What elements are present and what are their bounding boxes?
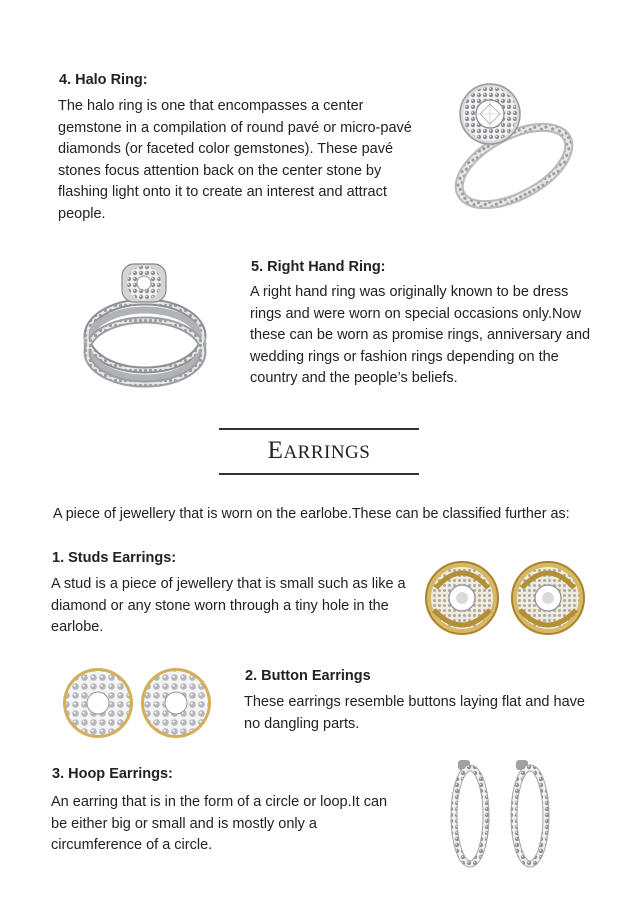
studs-earrings-image (422, 558, 588, 638)
section-title (219, 437, 419, 465)
button-earrings-description (244, 692, 604, 735)
title-rule-top (219, 428, 419, 430)
text-line: A right hand ring was originally known to be dress (250, 284, 569, 300)
text-line: gemstone in a compilation of round pavé or micro-pavé (58, 119, 412, 136)
button-earrings-image (62, 664, 214, 742)
text-line: diamonds (or faceted color gemstones). These pavé (58, 141, 394, 158)
text-line: The halo ring is one that encompasses a center (58, 98, 364, 114)
text-line: rings and were worn on special occasions only.Now (250, 305, 581, 322)
text-line: circumference of a circle. (51, 837, 213, 854)
text-line: These earrings resemble buttons laying flat and have (244, 694, 585, 710)
text-line: earlobe. (51, 619, 104, 636)
hoop-earrings-heading: 3. Hoop Earrings: (52, 766, 173, 782)
section-title-initial: E (267, 437, 284, 464)
text-line: stones focus attention back on the center stone by (58, 162, 382, 179)
halo-ring-description (58, 96, 418, 226)
button-earrings-heading: 2. Button Earrings (245, 668, 371, 684)
text-line: country and the people’s beliefs. (250, 370, 458, 387)
text-line: flashing light onto it to create an interest and attract (58, 184, 387, 201)
right-hand-ring-image (78, 258, 213, 388)
text-line: people. (58, 205, 106, 222)
right-hand-ring-description (250, 282, 600, 390)
text-line: diamond or any stone worn through a tiny hole in the (51, 597, 389, 614)
text-line: no dangling parts. (244, 715, 360, 732)
section-intro: A piece of jewellery that is worn on the earlobe.These can be classified further as: (53, 506, 570, 522)
text-line: A stud is a piece of jewellery that is small such as like a (51, 576, 406, 592)
studs-earrings-heading: 1. Studs Earrings: (52, 550, 177, 566)
section-title-rest: ARRINGS (283, 442, 371, 463)
text-line: An earring that is in the form of a circle or loop.It can (51, 794, 388, 810)
text-line: these can be worn as promise rings, anniversary and (250, 327, 591, 344)
right-hand-ring-heading: 5. Right Hand Ring: (251, 259, 386, 275)
title-rule-bottom (219, 473, 419, 475)
halo-ring-heading: 4. Halo Ring: (59, 72, 148, 88)
text-line: be either big or small and is mostly only a (51, 815, 317, 832)
halo-ring-image (428, 74, 588, 214)
hoop-earrings-image (448, 758, 572, 870)
text-line: wedding rings or fashion rings depending on the (250, 348, 559, 365)
studs-earrings-description (51, 574, 421, 639)
hoop-earrings-description (51, 792, 401, 857)
